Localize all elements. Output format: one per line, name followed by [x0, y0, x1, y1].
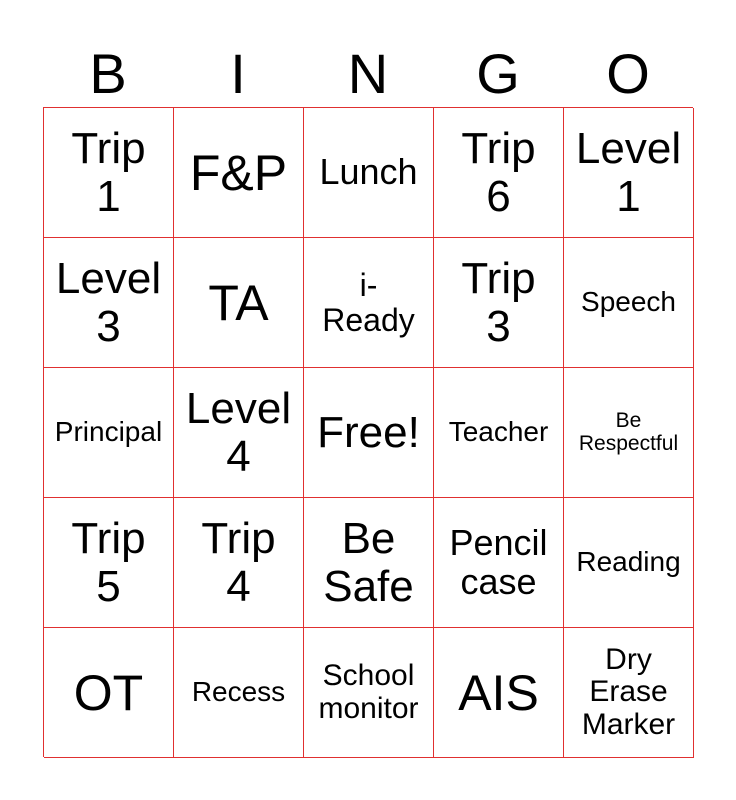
bingo-cell[interactable] [44, 498, 174, 628]
cell-label: Level 3 [55, 253, 162, 351]
cell-label: Speech [581, 286, 676, 318]
bingo-cell[interactable] [174, 628, 304, 758]
cell-label: Level 4 [185, 383, 292, 481]
bingo-card [43, 107, 693, 757]
cell-label: Trip 4 [201, 513, 276, 611]
bingo-cell[interactable] [44, 238, 174, 368]
bingo-cell[interactable] [434, 498, 564, 628]
cell-label: TA [208, 274, 269, 331]
header-letter-i: I [230, 42, 246, 105]
bingo-cell[interactable] [44, 368, 174, 498]
cell-label: Be Safe [323, 513, 414, 611]
bingo-cell[interactable] [564, 368, 694, 498]
bingo-cell[interactable] [44, 108, 174, 238]
cell-label: AIS [458, 664, 539, 721]
cell-label: Pencil case [449, 521, 548, 602]
bingo-cell[interactable] [174, 368, 304, 498]
cell-label: Recess [191, 676, 286, 708]
cell-label: Level 1 [575, 123, 682, 221]
cell-label: F&P [189, 144, 288, 201]
bingo-cell[interactable] [174, 108, 304, 238]
cell-label: Trip 3 [461, 253, 536, 351]
bingo-cell[interactable] [434, 238, 564, 368]
header-letter-n: N [347, 42, 389, 105]
cell-label: Be Respectful [578, 408, 679, 455]
cell-label: Dry Erase Marker [581, 642, 676, 741]
cell-label: i- Ready [322, 266, 415, 338]
cell-label: Reading [576, 546, 681, 578]
bingo-header [43, 40, 693, 108]
cell-label: School monitor [318, 659, 419, 725]
bingo-cell[interactable] [174, 498, 304, 628]
cell-label: Trip 5 [71, 513, 146, 611]
bingo-cell[interactable] [304, 498, 434, 628]
bingo-cell[interactable] [304, 368, 434, 498]
cell-label: Trip 6 [461, 123, 536, 221]
bingo-cell[interactable] [564, 628, 694, 758]
bingo-cell[interactable] [434, 368, 564, 498]
bingo-cell[interactable] [434, 108, 564, 238]
cell-label: OT [73, 664, 144, 721]
header-letter-b: B [89, 42, 127, 105]
cell-label: Trip 1 [71, 123, 146, 221]
bingo-cell[interactable] [44, 628, 174, 758]
bingo-cell[interactable] [304, 238, 434, 368]
cell-label: Free! [317, 407, 420, 457]
cell-label: Principal [54, 416, 163, 448]
bingo-cell[interactable] [564, 108, 694, 238]
bingo-cell[interactable] [434, 628, 564, 758]
cell-label: Teacher [448, 416, 549, 448]
header-letter-o: O [606, 42, 650, 105]
bingo-cell[interactable] [174, 238, 304, 368]
bingo-cell[interactable] [564, 238, 694, 368]
header-letter-g: G [476, 42, 520, 105]
cell-label: Lunch [319, 151, 418, 193]
bingo-cell[interactable] [304, 628, 434, 758]
bingo-cell[interactable] [564, 498, 694, 628]
bingo-cell[interactable] [304, 108, 434, 238]
